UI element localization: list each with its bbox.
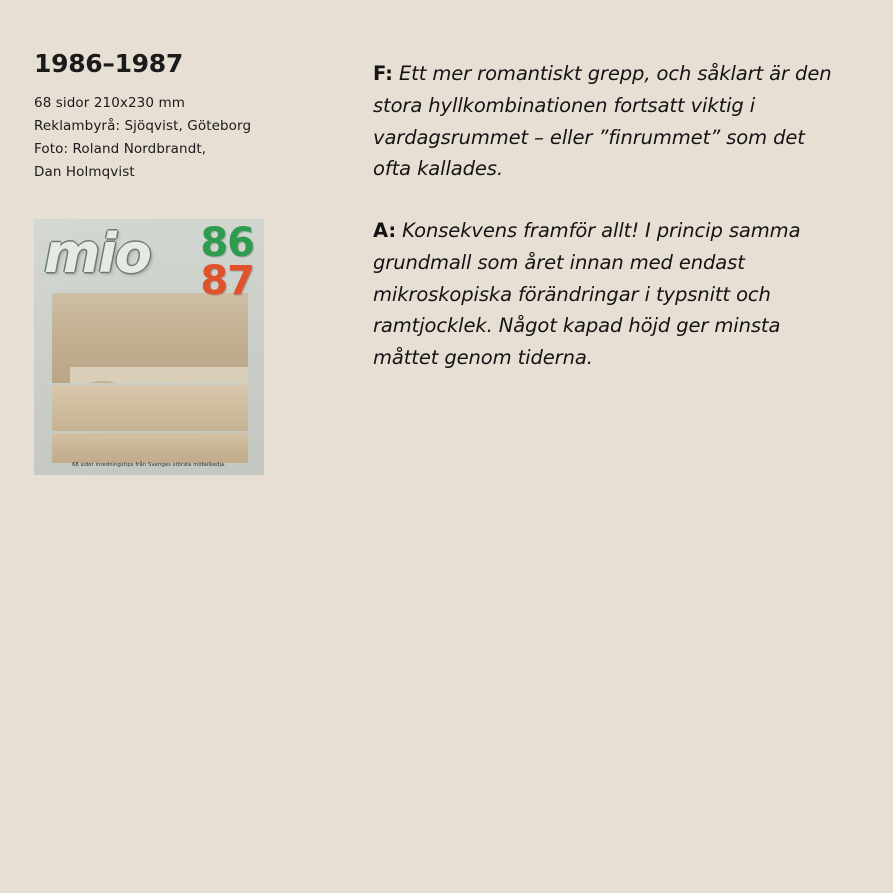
interview-answer-a (373, 215, 843, 374)
page-title: 1986–1987 (34, 49, 183, 78)
meta-line-agency: Reklambyrå: Sjöqvist, Göteborg (34, 117, 252, 134)
interview-body-a: Konsekvens framför allt! I princip samma grundmall som året innan med endast mikroskopiska förändringar i typsnitt och ramtjocklek. Något kapad höjd ger minsta måttet genom tiderna. (373, 219, 801, 370)
interview-paragraph (373, 215, 843, 374)
catalog-info-block (34, 50, 324, 184)
meta-line-photo-2: Dan Holmqvist (34, 164, 135, 181)
speaker-label-a: A: (373, 219, 397, 243)
catalog-cover-image (34, 219, 264, 475)
cover-year-86: 86 (200, 220, 254, 266)
interview-answer-f (373, 58, 843, 185)
mio-logo: mio (44, 222, 150, 285)
speaker-label-f: F: (373, 62, 393, 85)
interview-body-f: Ett mer romantiskt grepp, och såklart är den stora hyllkombinationen fortsatt viktig i vardagsrummet – eller ”finrummet” som det ofta kallades. (373, 62, 832, 181)
interview-paragraph (373, 58, 843, 185)
cover-year-87: 87 (200, 258, 254, 304)
cover-photo-livingroom-1 (52, 385, 248, 431)
meta-line-pages: 68 sidor 210x230 mm (34, 94, 185, 111)
meta-line-photo-1: Foto: Roland Nordbrandt, (34, 140, 207, 157)
cover-photo-livingroom-2 (52, 433, 248, 463)
interview-text-block (373, 58, 843, 374)
cover-caption: 68 sidor inredningstips från Sveriges största möbelkedja. (71, 462, 227, 468)
cover-photo-bedroom (52, 293, 248, 383)
